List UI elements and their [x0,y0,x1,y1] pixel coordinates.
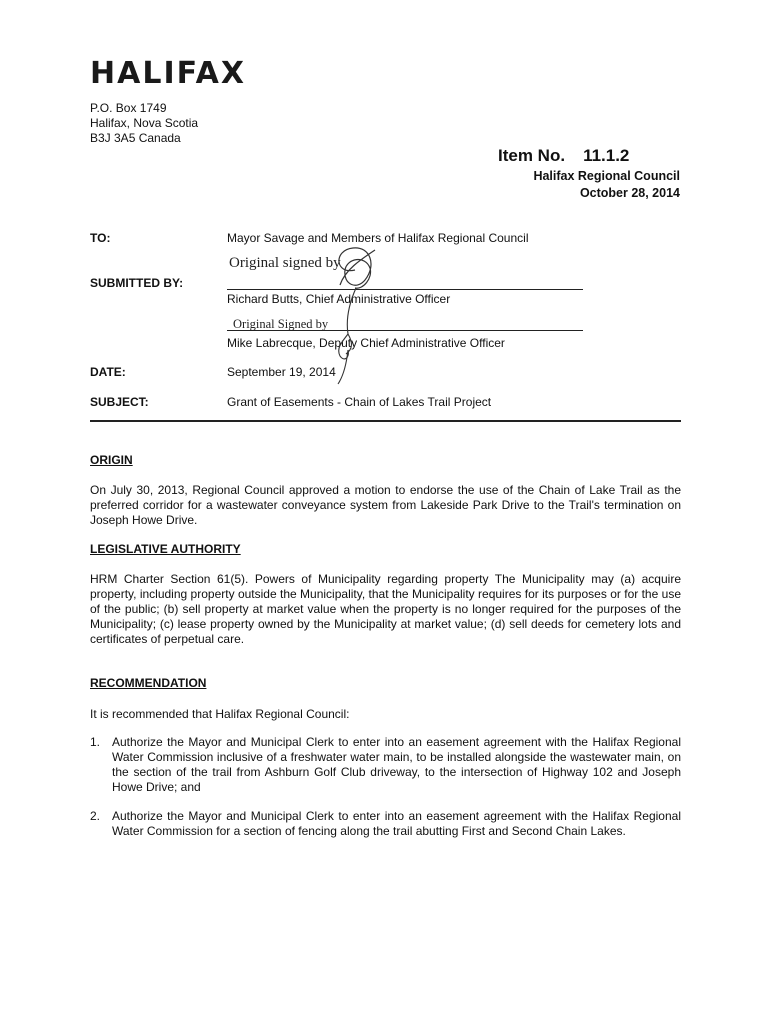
council-name: Halifax Regional Council [533,169,680,183]
handwritten-signature-2 [318,286,368,386]
recommendation-intro: It is recommended that Halifax Regional Council: [90,707,350,721]
mailing-address [90,101,198,146]
date-label: DATE: [90,365,126,379]
recommendation-heading: RECOMMENDATION [90,676,207,690]
list-item-text: Authorize the Mayor and Municipal Clerk to enter into an easement agreement with the Halifax Regional Water Commission inclusive of a freshwater water main, to be installed alongside the wastewater main, on the section of the trail from Ashburn Golf Club driveway, to the intersection of Highway 102 and Joseph Howe Drive; and [112,735,681,794]
council-date: October 28, 2014 [579,186,680,200]
item-label: Item No. [498,146,566,165]
council-block [533,168,680,202]
legislative-heading: LEGISLATIVE AUTHORITY [90,542,241,556]
date-value: September 19, 2014 [227,365,336,379]
list-item-number: 1. [90,735,101,749]
list-item [90,809,681,857]
subject-value: Grant of Easements - Chain of Lakes Trail Project [227,395,492,409]
signature-line-2 [227,330,583,331]
legislative-text: HRM Charter Section 61(5). Powers of Municipality regarding property The Municipality may (a) acquire property, including property outside the Municipality, that the Municipality requires for its purposes or for the use of the public; (b) sell property at market value when the property is no longer required for the purposes of the Municipality; (c) lease property owned by the Municipality at market value; (d) sell deeds for cemetery lots and certificates of perpetual care. [90,572,681,646]
submitted-by-label: SUBMITTED BY: [90,276,184,290]
signature-note-2: Original Signed by [233,317,329,331]
item-value: 11.1.2 [583,146,630,165]
halifax-logo: HALIFAX [90,56,247,91]
signature-line-1 [227,289,583,290]
to-value: Mayor Savage and Members of Halifax Regional Council [227,231,529,245]
address-line: B3J 3A5 Canada [90,131,181,145]
header-divider [90,420,681,422]
list-item-text: Authorize the Mayor and Municipal Clerk to enter into an easement agreement with the Halifax Regional Water Commission for a section of fencing along the trail abutting First and Second Chain Lakes. [112,809,681,838]
list-item-number: 2. [90,809,101,823]
origin-heading: ORIGIN [90,453,133,467]
subject-label: SUBJECT: [90,395,149,409]
to-label: TO: [90,231,111,245]
submitter-2: Mike Labrecque, Deputy Chief Administrative Officer [227,336,505,350]
origin-text: On July 30, 2013, Regional Council approved a motion to endorse the use of the Chain of Lake Trail as the preferred corridor for a wastewater conveyance system from Lakeside Park Drive to the Trail's termination on Joseph Howe Drive. [90,483,681,527]
item-number [498,146,629,166]
signature-note-1: Original signed by [229,255,341,271]
address-line: P.O. Box 1749 [90,101,167,115]
submitter-1: Richard Butts, Chief Administrative Officer [227,292,451,306]
address-line: Halifax, Nova Scotia [90,116,199,130]
list-item [90,735,681,797]
